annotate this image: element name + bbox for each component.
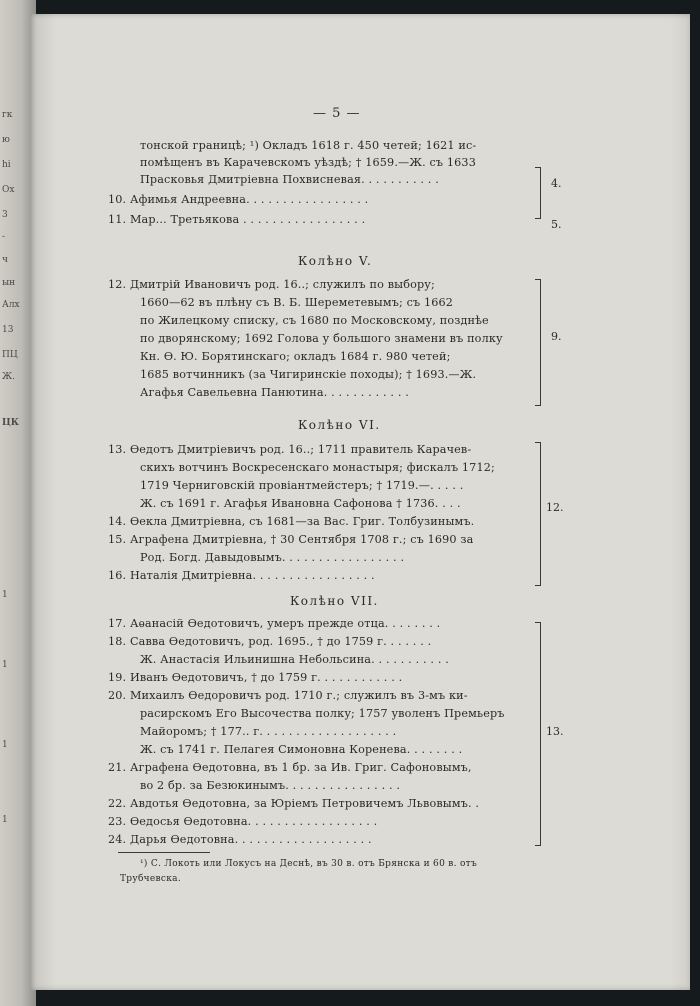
footnote-line: ¹) С. Локоть или Локусъ на Деснѣ, въ 30 в. отъ Брянска и 60 в. отъ xyxy=(140,859,477,869)
text-line: 10. Афимья Андреевна. . . . . . . . . . . . . . . . . xyxy=(108,193,369,206)
reference-number: 5. xyxy=(551,218,562,231)
page-number: — 5 — xyxy=(313,106,361,121)
text-line: 13. Ѳедотъ Дмитріевичъ род. 16..; 1711 правитель Карачев- xyxy=(108,443,472,456)
left-page-fragment: Ж. xyxy=(2,372,15,382)
text-line: 1685 вотчинникъ (за Чигиринскіе походы); † 1693.—Ж. xyxy=(140,368,477,381)
text-line: 17. Аѳанасій Ѳедотовичъ, умеръ прежде отца. . . . . . . . xyxy=(108,617,441,630)
text-line: по Жилецкому списку, съ 1680 по Московскому, позднѣе xyxy=(140,314,489,327)
text-line: 16. Наталія Дмитріевна. . . . . . . . . . . . . . . . . xyxy=(108,569,375,582)
family-bracket xyxy=(535,622,541,846)
text-line: скихъ вотчинъ Воскресенскаго монастыря; фискалъ 1712; xyxy=(140,461,495,474)
text-line: Ж. съ 1741 г. Пелагея Симоновна Коренева. . . . . . . . xyxy=(140,743,463,756)
left-page-fragment: 1 xyxy=(2,590,8,600)
left-page-fragment: ч xyxy=(2,255,8,265)
left-page-fragment: 13 xyxy=(2,325,14,335)
text-line: 21. Аграфена Ѳедотовна, въ 1 бр. за Ив. Григ. Сафоновымъ, xyxy=(108,761,472,774)
text-line: 19. Иванъ Ѳедотовичъ, † до 1759 г. . . . . . . . . . . . xyxy=(108,671,403,684)
text-line: Прасковья Дмитріевна Похвисневая. . . . . . . . . . . xyxy=(140,173,439,186)
section-heading: Колѣно V. xyxy=(298,254,373,268)
left-page-fragment: ПЦ xyxy=(2,350,18,360)
left-page-fragment: 1 xyxy=(2,660,8,670)
left-page-fragment: 1 xyxy=(2,740,8,750)
text-line: помѣщенъ въ Карачевскомъ уѣздѣ; † 1659.—Ж. съ 1633 xyxy=(140,156,476,169)
text-line: 18. Савва Ѳедотовичъ, род. 1695., † до 1759 г. . . . . . . xyxy=(108,635,432,648)
reference-number: 9. xyxy=(551,330,562,343)
text-line: 1660—62 въ плѣну съ В. Б. Шереметевымъ; съ 1662 xyxy=(140,296,454,309)
text-line: 24. Дарья Ѳедотовна. . . . . . . . . . . . . . . . . . . xyxy=(108,833,372,846)
left-page-fragment: Ох xyxy=(2,185,15,195)
left-page-fragment: - xyxy=(2,232,6,242)
text-line: Агафья Савельевна Панютина. . . . . . . . . . . . xyxy=(140,386,409,399)
text-line: 1719 Черниговскій провіантмейстеръ; † 1719.—. . . . . xyxy=(140,479,464,492)
text-line: 12. Дмитрій Ивановичъ род. 16..; служилъ по выбору; xyxy=(108,278,435,291)
section-heading: Колѣно VII. xyxy=(290,594,379,608)
text-line: Ж. Анастасія Ильинишна Небольсина. . . . . . . . . . . xyxy=(140,653,449,666)
reference-number: 4. xyxy=(551,177,562,190)
text-line: 14. Ѳекла Дмитріевна, съ 1681—за Вас. Григ. Толбузинымъ. xyxy=(108,515,475,528)
book-page xyxy=(30,14,690,990)
text-line: во 2 бр. за Безюкинымъ. . . . . . . . . . . . . . . . xyxy=(140,779,401,792)
reference-number: 13. xyxy=(546,725,564,738)
text-line: 11. Мар... Третьякова . . . . . . . . . . . . . . . . . xyxy=(108,213,366,226)
family-bracket xyxy=(535,442,541,586)
left-page-fragment: гк xyxy=(2,110,13,120)
section-heading: Колѣно VI. xyxy=(298,418,381,432)
family-bracket xyxy=(535,279,541,406)
text-line: тонской границѣ; ¹) Окладъ 1618 г. 450 четей; 1621 ис- xyxy=(140,139,477,152)
footnote-rule xyxy=(118,852,210,853)
left-page-fragment: 1 xyxy=(2,815,8,825)
text-line: 22. Авдотья Ѳедотовна, за Юріемъ Петровичемъ Львовымъ. . xyxy=(108,797,480,810)
text-line: Кн. Ѳ. Ю. Борятинскаго; окладъ 1684 г. 980 четей; xyxy=(140,350,451,363)
left-page-fragment: hi xyxy=(2,160,11,170)
text-line: 20. Михаилъ Ѳедоровичъ род. 1710 г.; служилъ въ 3-мъ ки- xyxy=(108,689,468,702)
left-page-fragment: ю xyxy=(2,135,10,145)
family-bracket xyxy=(535,167,541,219)
text-line: 15. Аграфена Дмитріевна, † 30 Сентября 1708 г.; съ 1690 за xyxy=(108,533,474,546)
text-line: Ж. съ 1691 г. Агафья Ивановна Сафонова † 1736. . . . xyxy=(140,497,461,510)
left-page-fragment: Алх xyxy=(2,300,20,310)
text-line: 23. Ѳедосья Ѳедотовна. . . . . . . . . . . . . . . . . . xyxy=(108,815,378,828)
left-page-fragment: ын xyxy=(2,278,16,288)
text-line: Майоромъ; † 177.. г. . . . . . . . . . . . . . . . . . . xyxy=(140,725,397,738)
text-line: расирскомъ Его Высочества полку; 1757 уволенъ Премьеръ xyxy=(140,707,505,720)
text-line: по дворянскому; 1692 Голова у большого знамени въ полку xyxy=(140,332,503,345)
left-page-fragment: ЦК xyxy=(2,418,19,428)
reference-number: 12. xyxy=(546,501,564,514)
footnote-line: Трубчевска. xyxy=(120,874,182,884)
text-line: Род. Богд. Давыдовымъ. . . . . . . . . . . . . . . . . xyxy=(140,551,405,564)
left-page-fragment: 3 xyxy=(2,210,8,220)
